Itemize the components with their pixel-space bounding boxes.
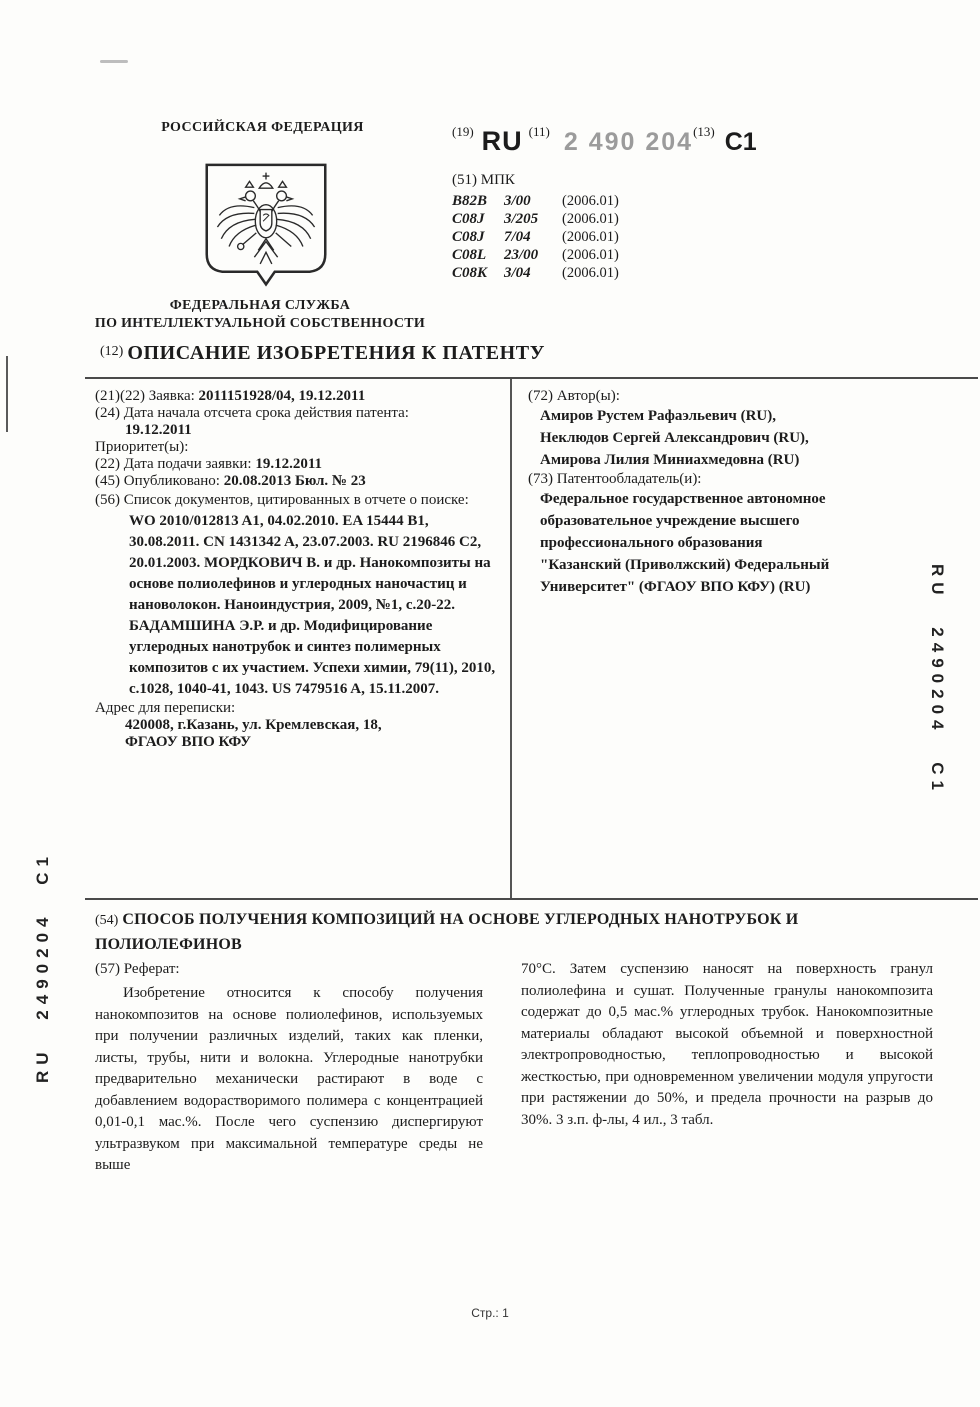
inid-12: (12) [100,344,124,359]
application-line [95,388,496,405]
authors-header [528,388,930,405]
application-value: 2011151928/04, 19.12.2011 [198,388,366,404]
holders-value: Федеральное государственное автономное образовательное учреждение высшего профессионального образования "Казанский (Приволжский) Федеральный Университет" (ФГАОУ ВПО КФУ) (RU) [540,491,830,595]
right-margin-vertical-text: RU 2490204 C1 [928,564,947,796]
priority-label: Приоритет(ы): [95,439,189,455]
filing-date-value: 19.12.2011 [255,456,322,472]
scan-artifact-dash [100,60,128,63]
ipc-entry [452,246,619,264]
inid-13: (13) [693,124,715,139]
cited-documents-value: WO 2010/012813 A1, 04.02.2010. EA 15444 B1, 30.08.2011. CN 1431342 A, 23.07.2003. RU 2196846 C2, 20.01.2003. МОРДКОВИЧ В. и др. Нанокомпозиты на основе полиолефинов и углеродных наночастиц и нановолокон. Наноиндустрия, 2009, №1, с.20-22. БАДАМШИНА Э.Р. и др. Модифицирование углеродных нанотрубок и синтез полимерных композитов с их участием. Успехи химии, 79(11), 2010, с.1028, 1040-41, 1043. US 7479516 A, 15.11.2007. [129,513,496,697]
abstract-column-2: 70°C. Затем суспензию наносят на поверхность гранул полиолефина и сушат. Полученные гранулы нанокомпозита содержат до 0,5 мас.% углеродных трубок. Нанокомпозитные материалы обладают высокой объемной и поверхностной электропроводностью, теплопроводностью и высокой жесткостью, при одновременном увеличении модуля упругости при растяжении до 50%, и предела прочности на разрыв до 30%. 3 з.п. ф-лы, 4 ил., 3 табл. [521,961,933,1128]
inid-72: (72) [528,388,553,404]
inid-57: (57) [95,961,120,977]
authors-label: Автор(ы): [556,388,620,404]
ipc-block [452,172,619,282]
inid-22: (22) [95,456,120,472]
biblio-right-column [512,379,930,898]
country-code: RU [481,126,523,156]
authors-value: Амиров Рустем Рафаэльевич (RU), Неклюдов Сергей Александрович (RU), Амирова Лилия Миниахмедовна (RU) [540,408,809,468]
ipc-entry [452,228,619,246]
ipc-entry [452,264,619,282]
invention-title-block [95,908,940,957]
ipc-code: C08K [452,265,488,281]
holders-header [528,471,930,488]
published-line [95,473,496,490]
inid-73: (73) [528,471,553,487]
horizontal-rule-middle [85,898,978,900]
ipc-entry [452,192,619,210]
inid-51: (51) [452,172,477,188]
address-value: 420008, г.Казань, ул. Кремлевская, 18, ФГАОУ ВПО КФУ [125,717,382,750]
inid-11: (11) [528,124,550,139]
biblio-left-column [95,379,496,898]
ipc-entry [452,210,619,228]
published-value: 20.08.2013 Бюл. № 23 [223,473,366,489]
ipc-code: C08J [452,211,485,227]
kind-code: C1 [724,128,757,156]
ipc-version: (2006.01) [562,247,619,263]
publication-line [452,124,952,157]
holders-label: Патентообладатель(и): [556,471,702,487]
ipc-code: C08L [452,247,487,263]
ipc-label: МПК [480,172,515,188]
document-type-text: ОПИСАНИЕ ИЗОБРЕТЕНИЯ К ПАТЕНТУ [127,342,546,364]
publication-number: 2 490 204 [563,128,694,156]
term-start-label: Дата начала отсчета срока действия патента: [123,405,409,421]
inid-21-22: (21)(22) [95,388,145,404]
application-label: Заявка: [148,388,195,404]
ipc-group: 7/04 [504,229,531,245]
left-margin-vertical-text: RU 2490204 C1 [33,851,52,1083]
ipc-version: (2006.01) [562,193,619,209]
ipc-code: C08J [452,229,485,245]
ipc-header [452,172,619,189]
abstract-column-1: Изобретение относится к способу получения нанокомпозитов на основе полиолефинов, используемых при получении различных изделий, таких как пленки, листы, трубы, нити и волокна. Углеродные нанотрубки предварительно механически растирают в воде с добавлением водорастворимого полимера с концентрацией 0,01-0,1 мас.%. После чего суспензию диспергируют ультразвуком при максимальной температуре среды не выше [95,985,483,1173]
term-start-value: 19.12.2011 [125,422,192,438]
published-label: Опубликовано: [123,473,220,489]
address-label: Адрес для переписки: [95,700,236,716]
inid-54: (54) [95,913,119,928]
page-number-footer: Стр.: 1 [471,1306,509,1320]
filing-date-label: Дата подачи заявки: [123,456,252,472]
ipc-code: B82B [452,193,488,209]
scan-artifact-edge-line [6,356,8,432]
inid-24: (24) [95,405,120,421]
bibliographic-section [95,379,930,898]
abstract-header [95,961,180,978]
ipc-version: (2006.01) [562,265,619,281]
inid-45: (45) [95,473,120,489]
ipc-version: (2006.01) [562,211,619,227]
ipc-group: 23/00 [504,247,539,263]
cited-documents-label: Список документов, цитированных в отчете о поиске: [123,492,469,508]
invention-title-text: СПОСОБ ПОЛУЧЕНИЯ КОМПОЗИЦИЙ НА ОСНОВЕ УГЛЕРОДНЫХ НАНОТРУБОК И ПОЛИОЛЕФИНОВ [95,911,799,953]
agency-label: ФЕДЕРАЛЬНАЯ СЛУЖБА ПО ИНТЕЛЛЕКТУАЛЬНОЙ СОБСТВЕННОСТИ [94,298,426,331]
ipc-version: (2006.01) [562,229,619,245]
abstract-label: Реферат: [123,961,180,977]
document-type-title [100,342,545,365]
ipc-group: 3/205 [504,211,539,227]
ipc-group: 3/00 [504,193,531,209]
filing-date-line [95,456,496,473]
inid-56: (56) [95,492,120,508]
inid-19: (19) [452,124,474,139]
coat-of-arms-icon [198,160,334,298]
cited-documents [95,490,496,700]
ipc-group: 3/04 [504,265,531,281]
term-start-line [95,405,496,422]
country-label: РОССИЙСКАЯ ФЕДЕРАЦИЯ [161,120,364,135]
